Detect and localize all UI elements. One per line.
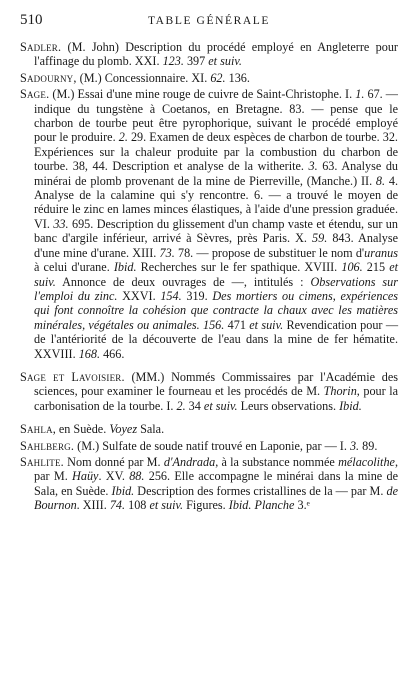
entry-text: 3.ᵉ — [294, 498, 310, 513]
entry-text: 63. Analyse du minérai de plomb provenant de la mine de Pierreville, (Manche.) II. — [34, 159, 399, 188]
entry-text: (MM.) Nommés Commissaires par l'Académie des sciences, pour examiner le fourneau et les procédés de M. — [34, 369, 398, 399]
entry-text-italic: 168. — [78, 346, 101, 361]
entry-text-italic: et suiv. — [203, 398, 238, 413]
entry-text: 108 — [125, 498, 150, 513]
entry-text-italic: 2. — [176, 398, 186, 413]
entry-text-italic: 33. — [53, 216, 69, 231]
entry-text: 319. — [181, 288, 213, 303]
entry-text: XXVI. — [117, 288, 161, 303]
entry-text-italic: uranus — [364, 245, 398, 260]
entry-text-italic: 123. — [162, 54, 184, 69]
entry-text: Revendication pour — de l'antériorité de la découverte de l'eau dans la mine de fer hématite. XXVIII. — [34, 317, 399, 361]
page-header — [20, 12, 398, 36]
entry-text-italic: et suiv. — [149, 498, 184, 513]
entry-text: Nom donné par M. — [63, 454, 164, 469]
entry-text-italic: 88. — [129, 469, 145, 484]
entry-text: 695. Description du glissement d'un champ vaste et étendu, sur un banc d'argile inférieur, arrivé à Sèvres, près Paris. X. — [34, 216, 398, 246]
entry-text-italic: et suiv. — [208, 54, 242, 69]
entry-text: , à la substance nommée — [215, 454, 339, 469]
entry-text: 29. Examen de deux espèces de charbon de tourbe. 32. Expériences sur la chaleur produite par la combustion du charbon de tourbe. 38, 44. Description et analyse de la witherite. — [34, 130, 398, 174]
index-entry — [20, 422, 398, 436]
running-title: TABLE GÉNÉRALE — [147, 15, 271, 27]
entry-text: , pour la carbonisation de la tourbe. I. — [34, 384, 399, 413]
entry-text-italic: Haüy — [72, 469, 99, 484]
entry-text: , en Suède. — [52, 422, 110, 437]
index-entry — [20, 71, 398, 85]
entry-text: (M.) Concessionnaire. XI. — [76, 70, 211, 85]
entry-text-italic: 8. — [375, 173, 386, 188]
entry-text: Description des formes cristallines de la — par M. — [134, 483, 387, 498]
entry-text: Recherches sur le fer spathique. XVIII. — [136, 260, 342, 275]
index-entry — [20, 455, 398, 513]
entry-text: (M.) Sulfate de soude natif trouvé en Laponie, par — I. — [74, 438, 350, 453]
entry-text: 471 — [224, 317, 250, 332]
entry-text-italic: 73. — [159, 245, 175, 260]
entry-text: . XV. — [98, 469, 130, 484]
entry-text-italic: 156. — [202, 317, 225, 332]
entry-text: 78. — propose de substituer le nom d' — [174, 245, 365, 260]
entry-text-italic: Observations sur l'emploi du zinc. — [34, 274, 399, 303]
entry-text-italic: et suiv. — [34, 260, 399, 289]
entry-text-italic: Planche — [254, 498, 295, 513]
index-entry — [20, 370, 398, 413]
entry-text: 843. Analyse d'une mine d'urane. XIII. — [34, 231, 398, 260]
entry-text: Leurs observations. — [237, 398, 340, 413]
entry-text-italic: de Bournon — [34, 483, 398, 513]
entry-headword: Sahlberg. — [20, 438, 75, 453]
entry-text: 67. — indique du tungstène à Coetanos, en Bretagne. 83. — pense que le charbon de tourbe peut être pyrophorique, suivant le procédé employé pour le produire. — [34, 87, 398, 145]
entry-text-italic: Ibid. — [113, 260, 137, 275]
entry-headword: Sadler. — [20, 40, 62, 54]
entry-text: à celui d'urane. — [34, 260, 114, 275]
entry-text: (M.) Essai d'une mine rouge de cuivre de Saint-Christophe. I. — [49, 87, 356, 102]
entry-text-italic: 1. — [355, 87, 365, 102]
entry-text-italic: mélacolithe — [338, 454, 395, 469]
entry-text-italic: 154. — [160, 288, 182, 303]
entry-text: Annonce de deux ouvrages de —, intitulés : — [55, 274, 311, 289]
page-number: 510 — [20, 12, 43, 28]
entry-text: 397 — [183, 54, 209, 69]
entry-text: 34 — [185, 398, 204, 413]
entry-text: 89. — [359, 438, 378, 453]
entry-text-italic: 106. — [341, 260, 363, 275]
entry-text: Sala. — [137, 422, 165, 437]
entry-text-italic: et suiv. — [249, 317, 284, 332]
entry-text: 466. — [100, 346, 125, 361]
entry-text: . XIII. — [76, 498, 110, 513]
entry-text: 136. — [225, 70, 250, 85]
entry-text-italic: d'Andrada — [163, 454, 216, 469]
entry-text-italic: Des mortiers ou cimens, expériences qui font connoître la cohésion que contracte la chaux avec les matières minérales, végétales ou animales. — [34, 288, 399, 332]
entry-text: 215 — [362, 260, 390, 275]
entry-headword: Sahla — [20, 422, 53, 437]
entry-headword: Sage. — [20, 87, 50, 102]
entry-text: 4. Analyse de la calamine qui s'y rencontre. 6. — a trouvé le moyen de réduire le zinc en lames minces élastiques, à l'aide d'une pression graduée. VI. — [34, 173, 398, 231]
entry-text-italic: Ibid. — [339, 398, 362, 413]
entry-headword: Sage et Lavoisier. — [20, 369, 125, 384]
entry-text-italic: 3. — [349, 438, 360, 453]
entry-text: Figures. — [183, 498, 229, 513]
entry-text-italic: 59. — [312, 231, 328, 246]
entry-text-italic: 2. — [118, 130, 128, 145]
entry-text-italic: 74. — [109, 498, 126, 513]
index-entries — [20, 40, 398, 513]
index-entry — [20, 40, 398, 69]
entry-text-italic: Voyez — [109, 422, 138, 437]
entry-text-italic: 3. — [308, 159, 318, 174]
entry-text-italic: 62. — [210, 70, 226, 85]
entry-headword: Sahlite. — [20, 454, 64, 469]
entry-headword: Sadourny, — [20, 70, 77, 85]
index-entry — [20, 87, 398, 361]
entry-text: , par M. — [34, 454, 398, 484]
entry-text-italic: Ibid. — [228, 498, 252, 513]
entry-text: 256. Elle accompagne le minérai dans la mine de Sala, en Suède. — [34, 469, 398, 498]
index-entry — [20, 439, 398, 453]
entry-text: (M. John) Description du procédé employé en Angleterre pour l'affinage du plomb. XXI. — [34, 40, 398, 69]
entry-text-italic: Ibid. — [111, 483, 135, 498]
entry-text-italic: Thorin — [323, 384, 357, 399]
